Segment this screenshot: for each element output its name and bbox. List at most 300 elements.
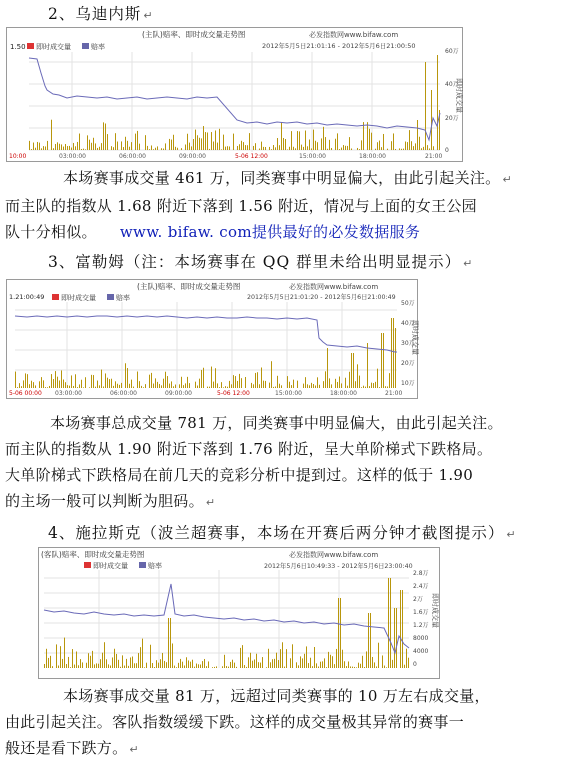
volume-bar — [391, 318, 392, 388]
volume-bar — [284, 667, 285, 668]
volume-bar — [150, 645, 151, 668]
volume-bar — [384, 666, 385, 668]
volume-bar — [419, 137, 420, 150]
volume-bar — [383, 333, 384, 388]
volume-bar — [361, 387, 362, 388]
volume-bar — [257, 372, 258, 388]
volume-bar — [85, 377, 86, 388]
volume-bar — [311, 383, 312, 388]
volume-bar — [110, 665, 111, 668]
volume-bar — [265, 147, 266, 150]
volume-bar — [43, 146, 44, 150]
volume-bar — [108, 664, 109, 668]
volume-bar — [204, 659, 205, 668]
volume-bar — [339, 376, 340, 388]
volume-bar — [153, 149, 154, 150]
volume-bar — [143, 387, 144, 388]
volume-bar — [65, 144, 66, 150]
volume-bar — [427, 145, 428, 150]
volume-bar — [127, 141, 128, 150]
volume-bar — [299, 131, 300, 150]
volume-bar — [236, 667, 237, 668]
volume-bar — [144, 667, 145, 668]
volume-bar — [136, 663, 137, 668]
svg-text:即时成交量: 即时成交量 — [93, 562, 128, 570]
volume-bar — [161, 385, 162, 388]
volume-bar — [225, 386, 226, 388]
paragraph-2: 本场赛事成交量 461 万，同类赛事中明显偏大，由此引起关注。 ↵ 而主队的指数从 1.68 附近下落到 1.56 附近，情况与上面的女王公园 队十分相似。 www. bifaw. com提供最好的必发数据服务 — [5, 169, 513, 241]
volume-bar — [402, 590, 403, 668]
volume-bar — [47, 387, 48, 388]
volume-bar — [293, 147, 294, 150]
legend-odds-swatch — [82, 43, 89, 49]
volume-bar — [313, 384, 314, 388]
volume-bar — [215, 130, 216, 150]
volume-bar — [244, 665, 245, 668]
volume-bar — [326, 667, 327, 668]
volume-bar — [121, 141, 122, 150]
volume-bar — [149, 149, 150, 150]
volume-bar — [217, 143, 218, 150]
volume-bar — [296, 662, 297, 668]
svg-text:30万: 30万 — [401, 340, 415, 347]
volume-bar — [393, 318, 394, 388]
volume-bar — [382, 655, 383, 668]
volume-bar — [212, 667, 213, 668]
volume-bar — [277, 376, 278, 388]
volume-bar — [79, 384, 80, 388]
volume-bar — [175, 385, 176, 388]
volume-bar — [254, 659, 255, 668]
volume-bar — [103, 122, 104, 150]
volume-bars — [15, 318, 396, 388]
volume-bar — [126, 659, 127, 668]
volume-bar — [211, 367, 212, 388]
volume-bar — [341, 383, 342, 388]
volume-bar — [260, 663, 261, 668]
volume-bar — [340, 598, 341, 668]
volume-bar — [51, 374, 52, 388]
volume-bar — [227, 387, 228, 388]
volume-bar — [408, 658, 409, 668]
volume-bar — [271, 149, 272, 150]
volume-bar — [224, 655, 225, 668]
volume-bar — [62, 659, 63, 668]
volume-bar — [55, 371, 56, 388]
volume-bar — [44, 664, 45, 668]
volume-bar — [235, 376, 236, 388]
volume-bar — [379, 387, 380, 388]
volume-bar — [155, 378, 156, 388]
volume-bar — [98, 664, 99, 668]
volume-bar — [292, 644, 293, 668]
volume-bar — [395, 149, 396, 150]
volume-bar — [117, 142, 118, 150]
volume-bar — [59, 144, 60, 150]
legend-odds: 赔率 — [91, 43, 105, 51]
volume-bar — [353, 353, 354, 388]
volume-bar — [323, 127, 324, 150]
volume-bar — [345, 146, 346, 150]
volume-bar — [196, 664, 197, 668]
volume-bar — [195, 130, 196, 150]
volume-bar — [58, 666, 59, 668]
volume-bar — [297, 381, 298, 388]
volume-bar — [170, 618, 171, 668]
odds-line — [15, 316, 397, 352]
volume-bar — [209, 149, 210, 150]
volume-bar — [387, 149, 388, 150]
volume-bar — [371, 383, 372, 388]
volume-bar — [273, 387, 274, 388]
volume-bar — [306, 646, 307, 668]
svg-text:1.6万: 1.6万 — [413, 609, 429, 616]
volume-bar — [406, 649, 407, 668]
svg-text:(主队)赔率、即时成交量走势图: (主队)赔率、即时成交量走势图 — [137, 282, 241, 291]
volume-bar — [59, 380, 60, 388]
volume-bar — [201, 138, 202, 150]
volume-bar — [61, 144, 62, 150]
svg-text:15:00:00: 15:00:00 — [299, 153, 326, 160]
volume-bar — [175, 147, 176, 150]
volume-bar — [403, 149, 404, 150]
volume-bar — [181, 377, 182, 388]
volume-bar — [336, 649, 337, 668]
volume-bar — [372, 657, 373, 668]
volume-bar — [327, 348, 328, 388]
volume-bar — [377, 142, 378, 150]
volume-bar — [153, 384, 154, 388]
volume-bar — [255, 143, 256, 150]
volume-bar — [72, 649, 73, 668]
volume-bar — [348, 661, 349, 668]
volume-bar — [301, 145, 302, 150]
volume-bar — [74, 665, 75, 668]
volume-bar — [171, 381, 172, 388]
svg-text:10:00: 10:00 — [9, 153, 27, 160]
volume-bar — [365, 387, 366, 388]
paragraph-4: 本场赛事成交量 81 万，远超过同类赛事的 10 万左右成交量， 由此引起关注。客队指数缓缓下跌。这样的成交量极其异常的赛事一 般还是看下跌方。 ↵ — [5, 687, 490, 757]
volume-bar — [282, 642, 283, 668]
volume-bar — [21, 386, 22, 388]
volume-bar — [394, 608, 395, 668]
svg-text:2.8万: 2.8万 — [413, 570, 429, 577]
volume-bar — [23, 380, 24, 388]
volume-bar — [35, 385, 36, 388]
volume-bar — [247, 145, 248, 150]
volume-bar — [95, 387, 96, 388]
volume-bar — [369, 386, 370, 388]
svg-text:1.2万: 1.2万 — [413, 622, 429, 629]
volume-bar — [405, 142, 406, 150]
volume-bar — [239, 374, 240, 388]
volume-bar — [104, 642, 105, 668]
volume-bar — [124, 666, 125, 668]
volume-bar — [279, 145, 280, 150]
volume-bar — [287, 376, 288, 388]
volume-bar — [369, 129, 370, 150]
volume-bar — [342, 650, 343, 668]
volume-bar — [374, 662, 375, 668]
volume-bar — [211, 132, 212, 150]
volume-bar — [240, 648, 241, 668]
svg-text:即时成交量: 即时成交量 — [431, 593, 439, 628]
chart-fulham — [6, 279, 418, 399]
svg-text:即时成交量: 即时成交量 — [411, 320, 419, 355]
svg-text:1.21:00:49: 1.21:00:49 — [9, 293, 45, 301]
volume-bar — [233, 375, 234, 388]
volume-bar — [322, 661, 323, 668]
volume-bar — [359, 149, 360, 150]
volume-bar — [315, 385, 316, 388]
volume-bar — [171, 140, 172, 150]
volume-bar — [135, 134, 136, 150]
svg-text:2012年5月5日21:01:20 - 2012年5月6日2: 2012年5月5日21:01:20 - 2012年5月6日21:00:49 — [247, 294, 396, 301]
volume-bar — [245, 145, 246, 150]
volume-bar — [127, 368, 128, 388]
volume-bar — [275, 387, 276, 388]
volume-bar — [323, 381, 324, 388]
volume-bar — [241, 141, 242, 150]
volume-bar — [347, 386, 348, 388]
volume-bar — [101, 143, 102, 150]
volume-bar — [250, 653, 251, 668]
volume-bar — [223, 135, 224, 150]
svg-text:赔率: 赔率 — [148, 562, 162, 570]
volume-bar — [17, 387, 18, 388]
volume-bar — [187, 377, 188, 388]
svg-text:0: 0 — [413, 661, 417, 668]
volume-bar — [64, 638, 65, 668]
volume-bar — [138, 653, 139, 668]
volume-bar — [368, 613, 369, 668]
volume-bar — [404, 665, 405, 668]
volume-bar — [162, 653, 163, 668]
volume-bar — [351, 353, 352, 388]
volume-bar — [29, 141, 30, 150]
volume-bar — [344, 661, 345, 668]
volume-bar — [222, 666, 223, 668]
volume-bar — [134, 663, 135, 668]
volume-bar — [71, 375, 72, 388]
volume-bar — [334, 664, 335, 668]
volume-bar — [259, 149, 260, 150]
volume-bar — [197, 386, 198, 388]
volume-bar — [111, 146, 112, 150]
svg-text:03:00:00: 03:00:00 — [59, 153, 86, 160]
volume-bar — [45, 387, 46, 388]
volume-bar — [290, 658, 291, 668]
volume-bar — [275, 147, 276, 150]
volume-bar — [239, 144, 240, 150]
legend-volume-swatch — [27, 43, 34, 49]
svg-text:15:00:00: 15:00:00 — [275, 390, 302, 397]
volume-bar — [188, 660, 189, 668]
volume-bar — [279, 384, 280, 388]
volume-bar — [243, 142, 244, 150]
volume-bar — [189, 383, 190, 388]
volume-bar — [47, 141, 48, 150]
volume-bar — [232, 660, 233, 668]
volume-bar — [33, 382, 34, 388]
volume-bar — [217, 383, 218, 388]
volume-bar — [83, 149, 84, 150]
volume-bar — [178, 663, 179, 668]
volume-bar — [231, 384, 232, 388]
volume-bar — [411, 141, 412, 150]
volume-bar — [295, 148, 296, 150]
volume-bar — [371, 133, 372, 150]
svg-text:5-06 00:00: 5-06 00:00 — [9, 390, 42, 397]
volume-bar — [161, 148, 162, 150]
volume-bar — [70, 667, 71, 668]
volume-bar — [395, 328, 396, 388]
volume-bar — [203, 126, 204, 150]
volume-bar — [297, 131, 298, 150]
volume-bar — [229, 381, 230, 388]
volume-bar — [437, 55, 438, 150]
volume-bar — [229, 146, 230, 150]
volume-bar — [166, 662, 167, 668]
svg-text:06:00:00: 06:00:00 — [110, 390, 137, 397]
volume-bar — [122, 655, 123, 668]
volume-bar — [300, 656, 301, 668]
volume-bar — [75, 146, 76, 150]
volume-bar — [291, 131, 292, 150]
volume-bar — [79, 134, 80, 150]
volume-bar — [431, 90, 432, 150]
volume-bar — [55, 144, 56, 150]
volume-bar — [200, 665, 201, 668]
volume-bar — [77, 142, 78, 150]
volume-bar — [245, 377, 246, 388]
volume-bar — [246, 667, 247, 668]
volume-bar — [81, 149, 82, 150]
volume-bar — [155, 148, 156, 150]
volume-bar — [53, 379, 54, 388]
volume-bar — [433, 146, 434, 150]
volume-bar — [298, 665, 299, 668]
svg-text:03:00:00: 03:00:00 — [55, 390, 82, 397]
volume-bar — [185, 144, 186, 150]
svg-text:(客队)赔率、即时成交量走势图: (客队)赔率、即时成交量走势图 — [41, 550, 145, 559]
volume-bar — [349, 137, 350, 150]
chart-corner-label: 1.50 — [10, 43, 26, 51]
volume-bar — [221, 382, 222, 388]
volume-bar — [318, 667, 319, 668]
volume-bar — [198, 664, 199, 668]
volume-bar — [383, 134, 384, 150]
volume-bar — [317, 142, 318, 150]
svg-text:50万: 50万 — [401, 300, 415, 307]
volume-bar — [366, 651, 367, 668]
volume-bar — [399, 148, 400, 150]
volume-bar — [25, 373, 26, 388]
svg-text:60万: 60万 — [445, 48, 459, 55]
volume-bar — [370, 613, 371, 668]
volume-bar — [314, 647, 315, 668]
volume-bar — [293, 380, 294, 388]
volume-bar — [160, 659, 161, 668]
volume-bar — [289, 147, 290, 150]
volume-bar — [330, 655, 331, 668]
volume-bar — [41, 377, 42, 388]
volume-bar — [132, 657, 133, 668]
volume-bar — [147, 146, 148, 150]
volume-bar — [142, 639, 143, 668]
volume-bar — [289, 382, 290, 388]
volume-bar — [35, 148, 36, 150]
volume-bar — [363, 386, 364, 388]
volume-bar — [327, 149, 328, 150]
volume-bar — [93, 138, 94, 150]
volume-bar — [92, 651, 93, 668]
svg-text:赔率: 赔率 — [116, 294, 130, 302]
volume-bar — [347, 146, 348, 150]
volume-bar — [317, 377, 318, 388]
volume-bar — [73, 386, 74, 388]
volume-bar — [157, 146, 158, 150]
volume-bar — [308, 663, 309, 668]
volume-bar — [272, 659, 273, 668]
svg-text:4000: 4000 — [413, 648, 429, 655]
volume-bar — [77, 387, 78, 388]
volume-bar — [401, 149, 402, 150]
volume-bar — [61, 370, 62, 388]
volume-bar — [381, 147, 382, 150]
volume-bar — [81, 380, 82, 388]
volume-bars — [29, 55, 440, 150]
volume-bar — [57, 377, 58, 388]
section-heading-2: 2、乌迪内斯 ↵ — [48, 5, 154, 23]
volume-bar — [199, 379, 200, 388]
volume-bar — [351, 148, 352, 150]
volume-bar — [358, 663, 359, 668]
svg-text:2012年5月6日10:49:33 - 2012年5月6日2: 2012年5月6日10:49:33 - 2012年5月6日23:00:40 — [264, 563, 413, 570]
volume-bar — [302, 658, 303, 668]
volume-bar — [400, 590, 401, 668]
volume-bar — [105, 123, 106, 150]
volume-bar — [315, 141, 316, 150]
volume-bar — [85, 149, 86, 150]
volume-bar — [82, 662, 83, 668]
volume-bar — [271, 361, 272, 388]
volume-bar — [86, 663, 87, 668]
volume-bar — [356, 667, 357, 668]
volume-bar — [209, 387, 210, 388]
volume-bar — [100, 659, 101, 668]
volume-bar — [31, 149, 32, 150]
volume-bar — [233, 134, 234, 150]
volume-bar — [316, 663, 317, 668]
volume-bar — [19, 383, 20, 388]
volume-bar — [88, 653, 89, 668]
volume-bar — [364, 667, 365, 668]
volume-bar — [329, 378, 330, 388]
volume-bar — [376, 666, 377, 668]
chart-udinese — [6, 27, 463, 162]
volume-bar — [388, 578, 389, 668]
volume-bar — [227, 146, 228, 150]
volume-bar — [379, 141, 380, 150]
chart-wisla-krakow — [38, 547, 440, 679]
volume-bar — [103, 386, 104, 388]
volume-bar — [346, 666, 347, 668]
volume-bar — [118, 660, 119, 668]
volume-bar — [391, 141, 392, 150]
volume-bar — [396, 608, 397, 668]
volume-bar — [202, 661, 203, 668]
